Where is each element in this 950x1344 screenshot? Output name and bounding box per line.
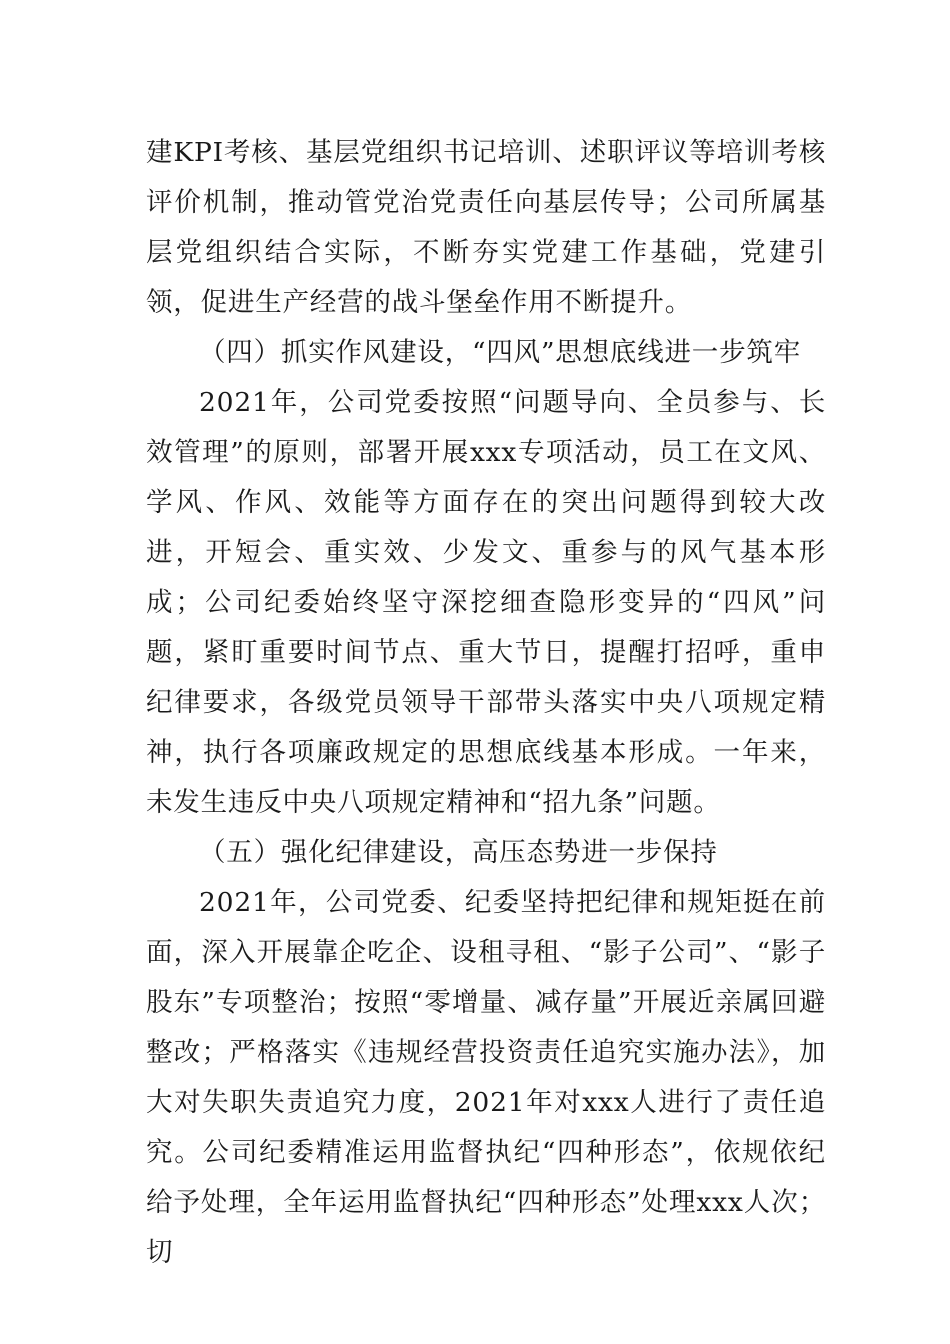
paragraph-discipline: 2021年，公司党委、纪委坚持把纪律和规矩挺在前面，深入开展靠企吃企、设租寻租、“影子公司”、“影子股东”专项整治；按照“零增量、减存量”开展近亲属回避整改；严格落实《违规经营投资责任追究实施办法》，加大对失职失责追究力度，2021年对xxx人进行了责任追究。公司纪委精准运用监督执纪“四种形态”，依规依纪给予处理，全年运用监督执纪“四种形态”处理xxx人次；切 <box>146 887 826 1268</box>
document-body <box>146 128 826 1278</box>
section-heading-5: （五）强化纪律建设，高压态势进一步保持 <box>199 837 718 868</box>
section-heading-4: （四）抓实作风建设，“四风”思想底线进一步筑牢 <box>199 337 801 368</box>
paragraph-continuation: 建KPI考核、基层党组织书记培训、述职评议等培训考核评价机制，推动管党治党责任向基层传导；公司所属基层党组织结合实际，不断夯实党建工作基础，党建引领，促进生产经营的战斗堡垒作用不断提升。 <box>146 137 826 318</box>
paragraph-style-work: 2021年，公司党委按照“问题导向、全员参与、长效管理”的原则，部署开展xxx专项活动，员工在文风、学风、作风、效能等方面存在的突出问题得到较大改进，开短会、重实效、少发文、重参与的风气基本形成；公司纪委始终坚守深挖细查隐形变异的“四风”问题，紧盯重要时间节点、重大节日，提醒打招呼，重申纪律要求，各级党员领导干部带头落实中央八项规定精神，执行各项廉政规定的思想底线基本形成。一年来，未发生违反中央八项规定精神和“招九条”问题。 <box>146 387 826 818</box>
